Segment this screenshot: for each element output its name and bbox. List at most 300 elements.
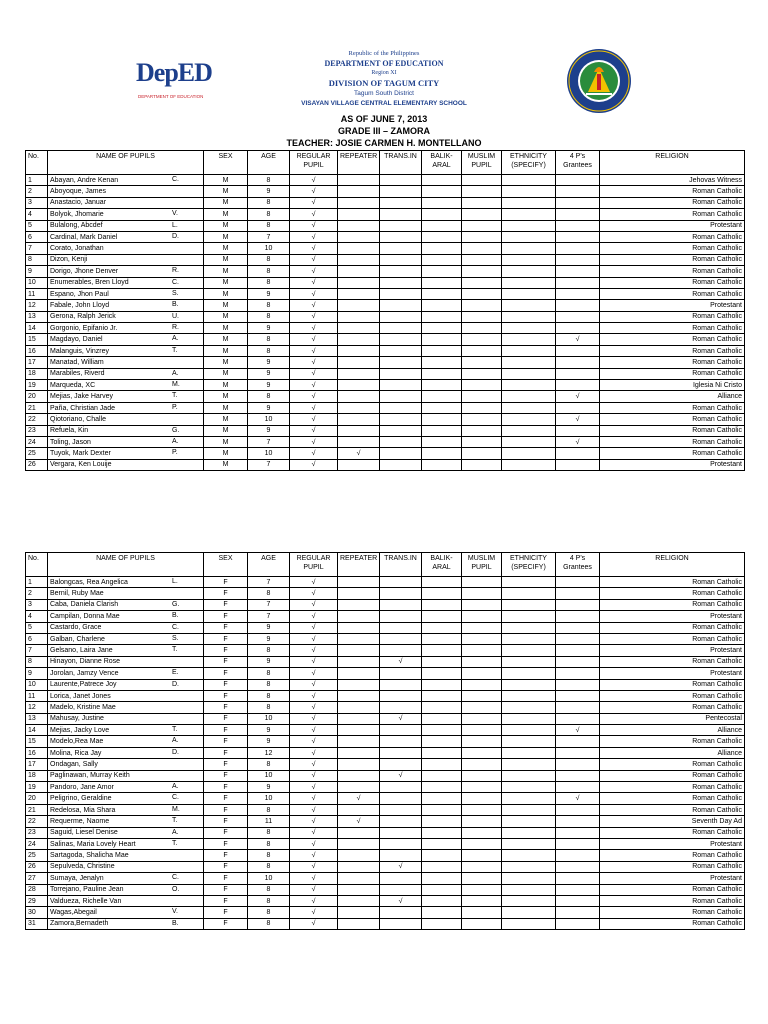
col-name [48, 599, 204, 610]
col-4ps [556, 599, 600, 610]
col-ethnicity [502, 918, 556, 929]
col-ethnicity [502, 884, 556, 895]
table-row [26, 611, 745, 622]
col-sex: F [204, 770, 248, 781]
col-regular: √ [290, 736, 338, 747]
col-repeater [338, 311, 380, 322]
col-name [48, 702, 204, 713]
col-name [48, 334, 204, 345]
col-balik-aral [422, 793, 462, 804]
col-age: 8 [248, 254, 290, 265]
pupil-name: Zamora,Bernadeth [50, 920, 109, 928]
middle-initial: B. [172, 919, 179, 927]
col-regular: √ [290, 186, 338, 197]
col-balik-aral [422, 599, 462, 610]
col-ethnicity [502, 577, 556, 588]
middle-initial: E. [172, 669, 179, 677]
col-name [48, 243, 204, 254]
table-row [26, 436, 745, 447]
col-age: 11 [248, 816, 290, 827]
col-age: 8 [248, 311, 290, 322]
col-muslim [462, 702, 502, 713]
col-no: 14 [26, 725, 48, 736]
col-no: 23 [26, 827, 48, 838]
col-regular: √ [290, 861, 338, 872]
table-row [26, 816, 745, 827]
col-repeater [338, 425, 380, 436]
col-ethnicity [502, 380, 556, 391]
middle-initial: B. [172, 301, 179, 309]
col-muslim [462, 645, 502, 656]
col-no: 6 [26, 633, 48, 644]
pupil-name: Toling, Jason [50, 438, 91, 446]
col-regular: √ [290, 668, 338, 679]
col-repeater [338, 436, 380, 447]
col-regular: √ [290, 368, 338, 379]
col-ethnicity [502, 311, 556, 322]
pupil-name: Dizon, Kenji [50, 256, 88, 264]
col-4ps [556, 448, 600, 459]
col-no: 26 [26, 861, 48, 872]
col-sex: M [204, 254, 248, 265]
col-repeater [338, 380, 380, 391]
title-grade: GRADE III – ZAMORA [337, 126, 430, 136]
pupil-name: Peligrino, Geraldine [50, 795, 112, 803]
col-religion: Roman Catholic [600, 759, 745, 770]
col-trans-in [380, 175, 422, 186]
col-name [48, 459, 204, 470]
col-trans-in [380, 414, 422, 425]
col-ethnicity [502, 402, 556, 413]
col-age: 8 [248, 645, 290, 656]
pupil-name: Fabale, John Lloyd [50, 301, 110, 309]
col-name [48, 827, 204, 838]
col-age: 8 [248, 895, 290, 906]
middle-initial: T. [172, 817, 178, 825]
middle-initial: A. [172, 737, 179, 745]
col-repeater [338, 770, 380, 781]
col-no: 18 [26, 368, 48, 379]
col-ethnicity [502, 231, 556, 242]
col-ethnicity [502, 690, 556, 701]
col-balik-aral [422, 633, 462, 644]
col-regular: √ [290, 231, 338, 242]
middle-initial: M. [172, 805, 180, 813]
col-age: 8 [248, 838, 290, 849]
col-ethnicity [502, 702, 556, 713]
col-balik-aral [422, 668, 462, 679]
col-age: 7 [248, 459, 290, 470]
col-regular: √ [290, 873, 338, 884]
middle-initial: A. [172, 828, 179, 836]
col-ethnicity [502, 804, 556, 815]
col-no: 30 [26, 907, 48, 918]
col-no: 25 [26, 448, 48, 459]
table-row [26, 895, 745, 906]
col-4ps [556, 907, 600, 918]
col-4ps [556, 838, 600, 849]
table-row [26, 793, 745, 804]
col-age: 10 [248, 713, 290, 724]
col-no: 21 [26, 804, 48, 815]
col-ethnicity [502, 827, 556, 838]
col-muslim [462, 633, 502, 644]
header-col-4ps: 4 P's Grantees [556, 151, 600, 175]
col-muslim [462, 622, 502, 633]
col-muslim [462, 459, 502, 470]
col-sex: M [204, 243, 248, 254]
col-balik-aral [422, 622, 462, 633]
col-no: 18 [26, 770, 48, 781]
table-row [26, 588, 745, 599]
header-col-no: No. [26, 553, 48, 577]
col-no: 11 [26, 288, 48, 299]
col-religion: Roman Catholic [600, 622, 745, 633]
col-muslim [462, 850, 502, 861]
col-regular: √ [290, 220, 338, 231]
table-row [26, 747, 745, 758]
col-ethnicity [502, 816, 556, 827]
pupil-name: Bernil, Ruby Mae [50, 590, 104, 598]
col-repeater [338, 907, 380, 918]
col-sex: F [204, 690, 248, 701]
col-age: 8 [248, 197, 290, 208]
col-name [48, 656, 204, 667]
col-regular: √ [290, 175, 338, 186]
col-trans-in [380, 838, 422, 849]
col-name [48, 368, 204, 379]
middle-initial: V. [172, 908, 178, 916]
col-muslim [462, 588, 502, 599]
pupil-name: Paglinawan, Murray Keith [50, 772, 130, 780]
col-religion: Roman Catholic [600, 345, 745, 356]
col-trans-in [380, 759, 422, 770]
col-balik-aral [422, 884, 462, 895]
col-sex: M [204, 436, 248, 447]
col-trans-in [380, 266, 422, 277]
pupil-name: Balongcas, Rea Angelica [50, 578, 128, 586]
col-4ps [556, 679, 600, 690]
col-muslim [462, 725, 502, 736]
col-trans-in [380, 436, 422, 447]
col-trans-in [380, 311, 422, 322]
pupil-name: Gerona, Ralph Jerick [50, 313, 116, 321]
header-col-no: No. [26, 151, 48, 175]
col-repeater [338, 300, 380, 311]
col-trans-in [380, 323, 422, 334]
col-trans-in [380, 368, 422, 379]
pupil-name: Jorolan, Jamzy Vence [50, 669, 119, 677]
col-ethnicity [502, 425, 556, 436]
col-no: 11 [26, 690, 48, 701]
col-no: 21 [26, 402, 48, 413]
col-balik-aral [422, 323, 462, 334]
col-trans-in [380, 288, 422, 299]
col-regular: √ [290, 679, 338, 690]
col-name [48, 622, 204, 633]
col-ethnicity [502, 736, 556, 747]
col-trans-in [380, 448, 422, 459]
col-sex: F [204, 577, 248, 588]
col-balik-aral [422, 266, 462, 277]
header-republic: Republic of the Philippines [348, 50, 420, 57]
col-repeater [338, 622, 380, 633]
pupil-name: Redelosa, Mia Shara [50, 806, 116, 814]
col-ethnicity [502, 907, 556, 918]
col-balik-aral [422, 861, 462, 872]
col-no: 29 [26, 895, 48, 906]
col-muslim [462, 436, 502, 447]
col-sex: F [204, 713, 248, 724]
col-trans-in [380, 645, 422, 656]
col-4ps [556, 277, 600, 288]
middle-initial: M. [172, 381, 180, 389]
col-religion: Jehovas Witness [600, 175, 745, 186]
col-regular: √ [290, 243, 338, 254]
col-religion: Roman Catholic [600, 288, 745, 299]
col-religion: Seventh Day Ad [600, 816, 745, 827]
col-age: 8 [248, 266, 290, 277]
pupil-name: Vergara, Ken Louije [50, 461, 112, 469]
middle-initial: L. [172, 578, 178, 585]
col-muslim [462, 895, 502, 906]
col-trans-in [380, 209, 422, 220]
col-balik-aral [422, 368, 462, 379]
col-name [48, 425, 204, 436]
col-ethnicity [502, 357, 556, 368]
col-religion: Roman Catholic [600, 311, 745, 322]
col-religion: Roman Catholic [600, 633, 745, 644]
col-no: 1 [26, 577, 48, 588]
col-name [48, 633, 204, 644]
col-ethnicity [502, 368, 556, 379]
col-muslim [462, 656, 502, 667]
col-repeater [338, 645, 380, 656]
col-sex: F [204, 884, 248, 895]
table-row [26, 368, 745, 379]
col-sex: F [204, 645, 248, 656]
col-repeater [338, 186, 380, 197]
col-balik-aral [422, 895, 462, 906]
col-ethnicity [502, 861, 556, 872]
pupil-name: Valdueza, Richelle Van [50, 897, 122, 905]
col-trans-in [380, 345, 422, 356]
middle-initial: D. [172, 748, 179, 756]
col-4ps [556, 884, 600, 895]
col-age: 9 [248, 736, 290, 747]
col-repeater [338, 288, 380, 299]
col-regular: √ [290, 357, 338, 368]
col-4ps [556, 197, 600, 208]
col-repeater [338, 747, 380, 758]
col-age: 8 [248, 850, 290, 861]
col-ethnicity [502, 838, 556, 849]
col-4ps [556, 175, 600, 186]
col-muslim [462, 231, 502, 242]
col-age: 7 [248, 611, 290, 622]
col-trans-in [380, 599, 422, 610]
header-col-regular: REGULAR PUPIL [290, 553, 338, 577]
col-no: 25 [26, 850, 48, 861]
header-col-trans-in: TRANS.IN [380, 553, 422, 577]
col-trans-in [380, 231, 422, 242]
col-no: 2 [26, 186, 48, 197]
col-age: 8 [248, 702, 290, 713]
col-no: 10 [26, 679, 48, 690]
header-col-muslim: MUSLIM PUPIL [462, 151, 502, 175]
col-4ps [556, 816, 600, 827]
col-name [48, 793, 204, 804]
col-muslim [462, 736, 502, 747]
col-age: 8 [248, 907, 290, 918]
col-balik-aral [422, 873, 462, 884]
middle-initial: O. [172, 885, 180, 893]
col-4ps [556, 656, 600, 667]
col-age: 8 [248, 209, 290, 220]
header-row [26, 553, 745, 577]
table-row [26, 448, 745, 459]
middle-initial: T. [172, 839, 178, 847]
col-balik-aral [422, 656, 462, 667]
middle-initial: L. [172, 221, 178, 229]
pupil-name: Wagas,Abegail [50, 909, 97, 917]
col-repeater [338, 656, 380, 667]
table-row [26, 254, 745, 265]
col-muslim [462, 311, 502, 322]
col-sex: M [204, 357, 248, 368]
pupil-name: Mahusay, Justine [50, 715, 104, 723]
table-row [26, 861, 745, 872]
middle-initial: T. [172, 346, 178, 354]
col-age: 9 [248, 402, 290, 413]
col-sex: F [204, 793, 248, 804]
col-4ps: √ [556, 725, 600, 736]
col-no: 1 [26, 175, 48, 186]
middle-initial: C. [172, 278, 179, 286]
col-trans-in [380, 402, 422, 413]
header-col-ethnicity: ETHNICITY (SPECIFY) [502, 151, 556, 175]
col-regular: √ [290, 793, 338, 804]
col-trans-in [380, 577, 422, 588]
pupil-name: Galban, Charlene [50, 635, 105, 643]
col-trans-in [380, 380, 422, 391]
col-regular: √ [290, 713, 338, 724]
col-sex: F [204, 599, 248, 610]
col-muslim [462, 907, 502, 918]
col-name [48, 690, 204, 701]
col-muslim [462, 368, 502, 379]
col-sex: M [204, 425, 248, 436]
col-balik-aral [422, 588, 462, 599]
col-religion: Roman Catholic [600, 690, 745, 701]
col-regular: √ [290, 816, 338, 827]
col-ethnicity [502, 345, 556, 356]
col-muslim [462, 759, 502, 770]
col-age: 12 [248, 747, 290, 758]
col-age: 9 [248, 186, 290, 197]
col-religion: Roman Catholic [600, 599, 745, 610]
col-age: 9 [248, 633, 290, 644]
col-regular: √ [290, 402, 338, 413]
col-no: 4 [26, 209, 48, 220]
col-4ps [556, 380, 600, 391]
col-balik-aral [422, 436, 462, 447]
col-4ps [556, 850, 600, 861]
col-ethnicity [502, 713, 556, 724]
col-trans-in [380, 334, 422, 345]
col-no: 22 [26, 816, 48, 827]
col-regular: √ [290, 436, 338, 447]
deped-logo-word: DepED [136, 58, 212, 87]
col-muslim [462, 884, 502, 895]
col-trans-in [380, 459, 422, 470]
col-trans-in [380, 668, 422, 679]
col-name [48, 918, 204, 929]
col-ethnicity [502, 300, 556, 311]
col-no: 6 [26, 231, 48, 242]
col-religion: Roman Catholic [600, 736, 745, 747]
col-regular: √ [290, 725, 338, 736]
col-regular: √ [290, 459, 338, 470]
col-sex: F [204, 725, 248, 736]
col-muslim [462, 448, 502, 459]
col-religion: Protestant [600, 300, 745, 311]
col-religion: Roman Catholic [600, 186, 745, 197]
header-col-age: AGE [248, 151, 290, 175]
col-religion: Pentecostal [600, 713, 745, 724]
col-age: 8 [248, 345, 290, 356]
middle-initial: C. [172, 623, 179, 631]
col-regular: √ [290, 770, 338, 781]
col-religion: Roman Catholic [600, 907, 745, 918]
col-age: 8 [248, 884, 290, 895]
pupil-name: Magdayo, Daniel [50, 336, 103, 344]
col-balik-aral [422, 448, 462, 459]
col-trans-in [380, 690, 422, 701]
col-no: 8 [26, 656, 48, 667]
col-age: 10 [248, 793, 290, 804]
col-4ps [556, 231, 600, 242]
table-row [26, 690, 745, 701]
col-trans-in [380, 197, 422, 208]
pupil-name: Aboyoque, James [50, 188, 107, 196]
col-no: 13 [26, 713, 48, 724]
col-religion: Alliance [600, 391, 745, 402]
col-sex: M [204, 323, 248, 334]
title-teacher: TEACHER: JOSIE CARMEN H. MONTELLANO [286, 138, 482, 148]
pupil-name: Ondagan, Sally [50, 760, 98, 768]
table-row [26, 599, 745, 610]
col-regular: √ [290, 266, 338, 277]
col-regular: √ [290, 254, 338, 265]
col-religion: Protestant [600, 645, 745, 656]
header-division: DIVISION OF TAGUM CITY [328, 78, 440, 88]
col-name [48, 402, 204, 413]
col-sex: M [204, 459, 248, 470]
col-muslim [462, 679, 502, 690]
col-4ps [556, 690, 600, 701]
col-name [48, 611, 204, 622]
col-sex: F [204, 804, 248, 815]
col-balik-aral [422, 770, 462, 781]
col-ethnicity [502, 782, 556, 793]
col-religion: Roman Catholic [600, 277, 745, 288]
pupil-name: Lorica, Janet Jones [50, 692, 111, 700]
pupil-name: Bolyok, Jhomarie [50, 210, 104, 218]
col-sex: M [204, 231, 248, 242]
col-name [48, 884, 204, 895]
middle-initial: P. [172, 449, 178, 457]
